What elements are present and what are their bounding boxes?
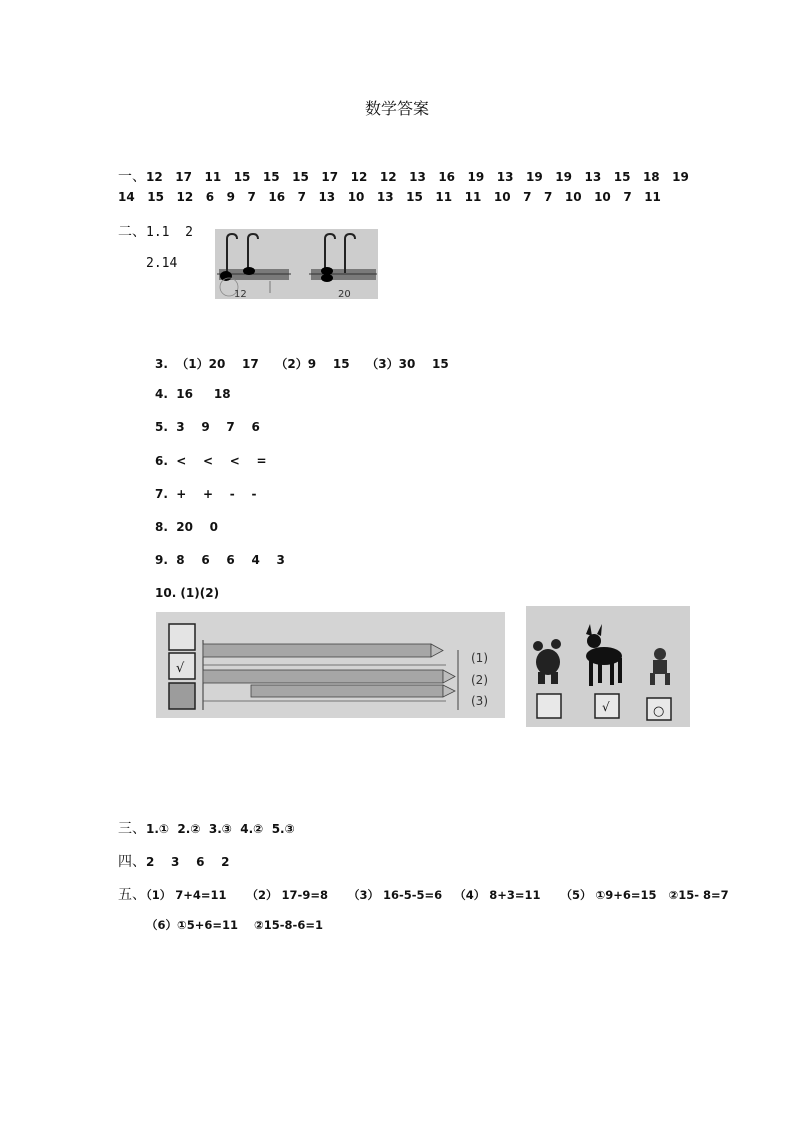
section-2-q7: 7. + + - -: [155, 487, 257, 501]
section-2-q1-text: 1.1 2: [146, 225, 193, 240]
section-4-text: 2 3 6 2: [146, 855, 230, 869]
pencil-label-2: (2): [471, 673, 488, 687]
section-2-q6: 6. < < < =: [155, 454, 267, 468]
section-5-label: 五、: [118, 887, 146, 903]
section-4-label: 四、: [118, 854, 146, 870]
section-1-answers-1: 12 17 11 15 15 15 17 12 12 13 16 19 13 19 19 13 15 18 19: [146, 170, 689, 184]
section-1-answers-2: 14 15 12 6 9 7 16 7 13 10 13 15 11 11 10 7 7 10 10 7 11: [118, 190, 661, 204]
section-2-q5: 5. 3 9 7 6: [155, 420, 260, 434]
section-3: [118, 818, 295, 838]
section-5-line-1: [118, 884, 729, 904]
pencil-label-3: (3): [471, 694, 488, 708]
animal-mark-3: ○: [653, 704, 665, 719]
section-2-q2-text: 2.14: [146, 256, 178, 271]
section-2-q1: [118, 221, 193, 241]
section-2-q8: 8. 20 0: [155, 520, 219, 534]
pencil-label-1: (1): [471, 651, 488, 665]
section-2-q3: 3. （1）20 17 （2）9 15 （3）30 15: [155, 357, 449, 371]
pencil-check-mark: √: [176, 661, 185, 676]
section-5-text-1: （1） 7+4=11 （2） 17-9=8 （3） 16-5-5=6 （4） 8+3=11 （5） ①9+6=15 ②15- 8=7: [146, 888, 729, 902]
section-2-q4: 4. 16 18: [155, 387, 231, 401]
section-3-label: 三、: [118, 821, 146, 837]
abacus-right-value: 20: [338, 289, 351, 299]
section-5-text-2: （6）①5+6=11 ②15-8-6=1: [146, 918, 323, 932]
section-3-text: 1.① 2.② 3.③ 4.② 5.③: [146, 822, 295, 836]
pencils-image: [156, 612, 505, 718]
section-2-label: 二、: [118, 224, 146, 240]
section-2-q10: 10. (1)(2): [155, 586, 220, 600]
page-title: 数学答案: [364, 99, 429, 118]
section-2-q9: 9. 8 6 6 4 3: [155, 553, 285, 567]
section-4: [118, 851, 230, 871]
section-1-line-1: [118, 166, 689, 186]
animals-image: [526, 606, 690, 727]
abacus-left-value: 12: [234, 289, 247, 299]
section-1-label: 一、: [118, 169, 146, 185]
abacus-image: [215, 229, 378, 299]
animal-mark-2: √: [602, 700, 610, 714]
